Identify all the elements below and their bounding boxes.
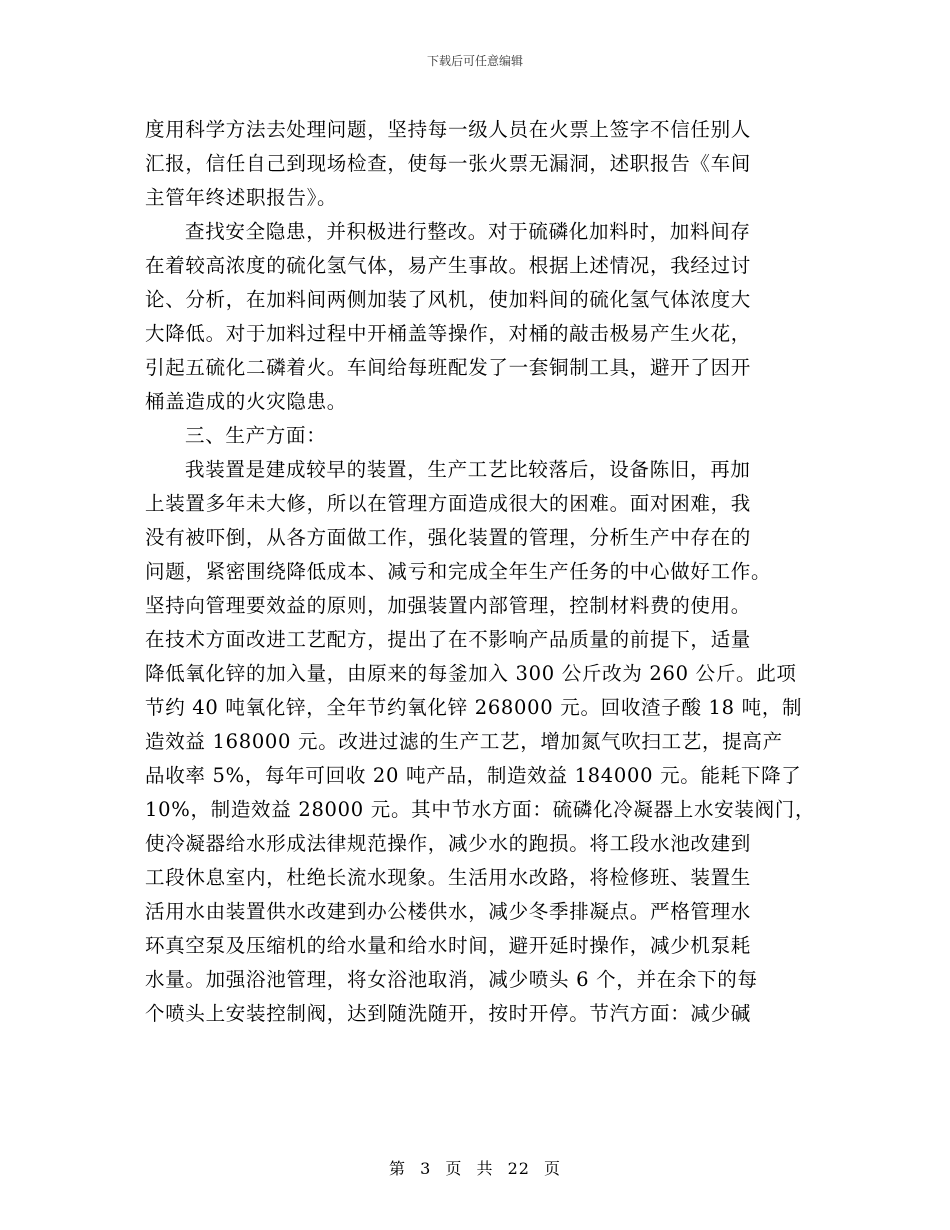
paragraph-first-line: 查找安全隐患，并积极进行整改。对于硫磷化加料时，加料间存 <box>185 220 751 243</box>
text-line: 在着较高浓度的硫化氢气体，易产生事故。根据上述情况，我经过讨 <box>145 254 752 277</box>
text-line: 论、分析，在加料间两侧加装了风机，使加料间的硫化氢气体浓度大 <box>145 288 752 311</box>
text-line: 个喷头上安装控制阀，达到随洗随开，按时开停。节汽方面：减少碱 <box>145 1002 752 1025</box>
text-line: 问题，紧密围绕降低成本、减亏和完成全年生产任务的中心做好工作。 <box>145 560 772 583</box>
text-line: 大降低。对于加料过程中开桶盖等操作，对桶的敲击极易产生火花， <box>145 322 752 345</box>
text-line: 在技术方面改进工艺配方，提出了在不影响产品质量的前提下，适量 <box>145 628 752 651</box>
text-line: 桶盖造成的火灾隐患。 <box>145 390 348 413</box>
total-prefix: 共 <box>476 1159 494 1178</box>
page-footer <box>0 1156 950 1179</box>
text-line: 使冷凝器给水形成法律规范操作，减少水的跑损。将工段水池改建到 <box>145 832 752 855</box>
text-line: 汇报，信任自己到现场检查，使每一张火票无漏洞，述职报告《车间 <box>145 152 752 175</box>
text-line: 10%，制造效益 28000 元。其中节水方面：硫磷化冷凝器上水安装阀门， <box>145 798 816 821</box>
page-number: 3 <box>420 1159 432 1178</box>
text-line: 坚持向管理要效益的原则，加强装置内部管理，控制材料费的使用。 <box>145 594 752 617</box>
text-line: 没有被吓倒，从各方面做工作，强化装置的管理，分析生产中存在的 <box>145 526 752 549</box>
text-line: 引起五硫化二磷着火。车间给每班配发了一套铜制工具，避开了因开 <box>145 356 752 379</box>
text-line: 降低氧化锌的加入量，由原来的每釜加入 300 公斤改为 260 公斤。此项 <box>145 662 797 685</box>
section-heading: 三、生产方面： <box>185 424 327 447</box>
text-line: 造效益 168000 元。改进过滤的生产工艺，增加氮气吹扫工艺，提高产 <box>145 730 783 753</box>
text-line: 环真空泵及压缩机的给水量和给水时间，避开延时操作，减少机泵耗 <box>145 934 752 957</box>
text-line: 工段休息室内，杜绝长流水现象。生活用水改路，将检修班、装置生 <box>145 866 752 889</box>
page-header: 下载后可任意编辑 <box>426 54 523 68</box>
text-line: 品收率 5%，每年可回收 20 吨产品，制造效益 184000 元。能耗下降了 <box>145 764 802 787</box>
body-text <box>145 113 816 1031</box>
page-unit: 页 <box>445 1159 463 1178</box>
total-pages: 22 <box>507 1159 530 1178</box>
total-unit: 页 <box>544 1159 562 1178</box>
text-line: 节约 40 吨氧化锌，全年节约氧化锌 268000 元。回收渣子酸 18 吨，制 <box>145 696 803 719</box>
text-line: 主管年终述职报告》。 <box>145 186 338 209</box>
footer-prefix: 第 <box>388 1159 406 1178</box>
paragraph-first-line: 我装置是建成较早的装置，生产工艺比较落后，设备陈旧，再加 <box>185 458 751 481</box>
text-line: 水量。加强浴池管理，将女浴池取消，减少喷头 6 个，并在余下的每 <box>145 968 758 991</box>
text-line: 活用水由装置供水改建到办公楼供水，减少冬季排凝点。严格管理水 <box>145 900 752 923</box>
text-line: 度用科学方法去处理问题，坚持每一级人员在火票上签字不信任别人 <box>145 118 752 141</box>
text-line: 上装置多年未大修，所以在管理方面造成很大的困难。面对困难，我 <box>145 492 752 515</box>
